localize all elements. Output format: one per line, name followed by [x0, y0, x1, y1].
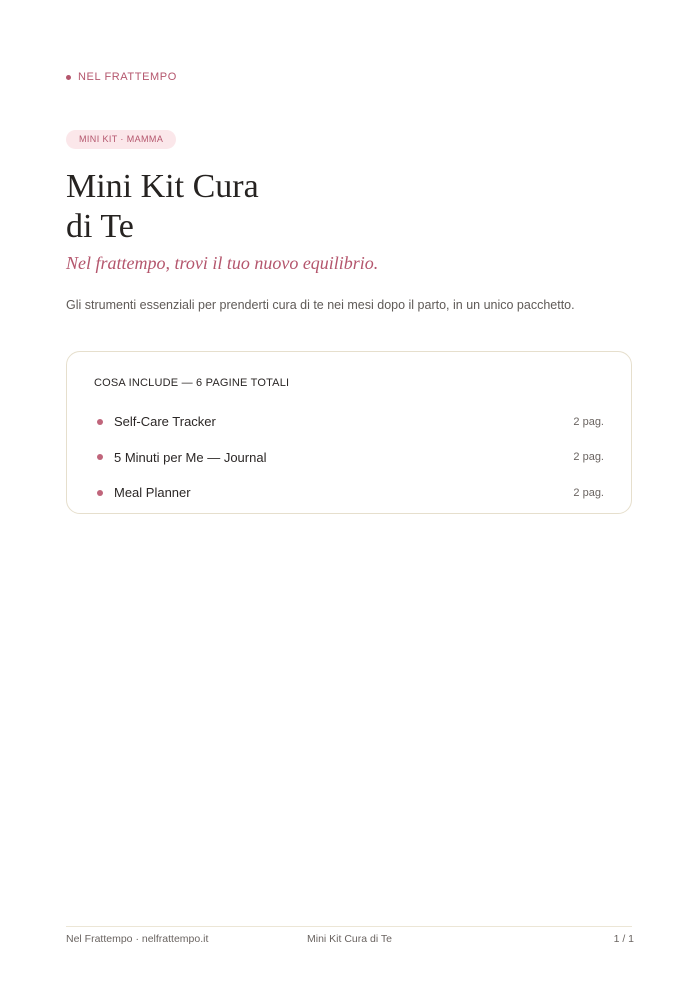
title-line-2: di Te — [66, 208, 134, 245]
contents-heading: COSA INCLUDE — 6 PAGINE TOTALI — [94, 377, 290, 389]
item-pages: 2 pag. — [573, 486, 604, 499]
category-badge: MINI KIT · MAMMA — [66, 130, 176, 149]
brand-name: NEL FRATTEMPO — [78, 71, 177, 83]
page-subtitle: Nel frattempo, trovi il tuo nuovo equilibrio. — [66, 253, 379, 273]
item-name: Self-Care Tracker — [114, 414, 216, 430]
bullet-icon — [97, 419, 103, 425]
list-item — [94, 404, 604, 440]
bullet-icon — [97, 490, 103, 496]
brand-header — [66, 71, 177, 83]
contents-list — [94, 404, 604, 511]
list-item — [94, 440, 604, 476]
contents-card — [66, 351, 632, 514]
footer-site: Nel Frattempo · nelfrattempo.it — [66, 933, 209, 945]
footer-page-number: 1 / 1 — [613, 933, 634, 945]
page-title — [66, 167, 466, 247]
item-name: 5 Minuti per Me — Journal — [114, 449, 267, 465]
title-line-1: Mini Kit Cura — [66, 168, 259, 205]
item-pages: 2 pag. — [573, 451, 604, 464]
item-name: Meal Planner — [114, 485, 191, 501]
brand-dot-icon — [66, 75, 71, 80]
footer-divider — [66, 926, 632, 927]
page-description: Gli strumenti essenziali per prenderti cura di te nei mesi dopo il parto, in un unico pacchetto. — [66, 298, 575, 312]
footer-document-title: Mini Kit Cura di Te — [307, 933, 393, 945]
list-item — [94, 475, 604, 511]
bullet-icon — [97, 454, 103, 460]
item-pages: 2 pag. — [573, 415, 604, 428]
